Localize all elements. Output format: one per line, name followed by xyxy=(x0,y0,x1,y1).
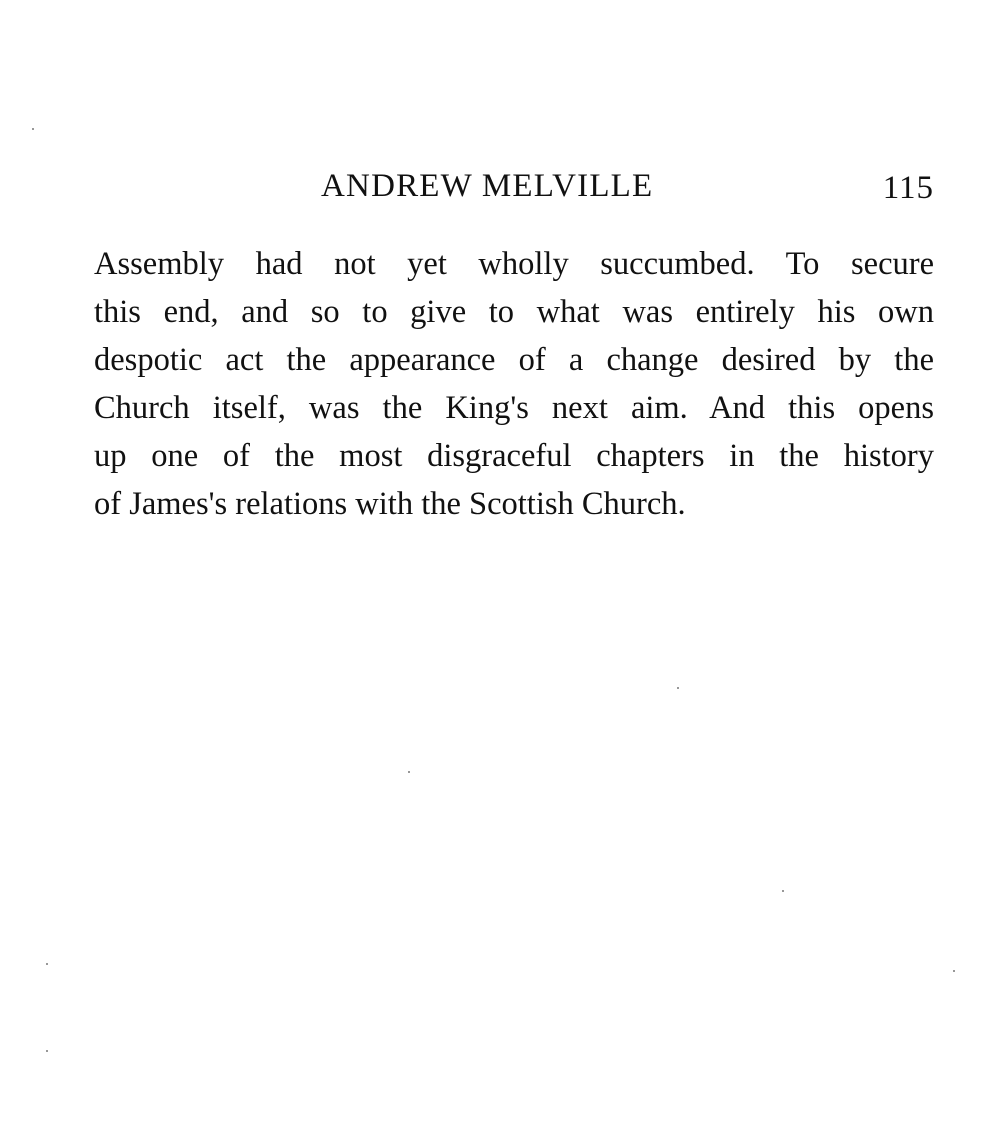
running-title: ANDREW MELVILLE xyxy=(321,168,654,204)
scan-speck xyxy=(32,128,34,130)
scan-speck xyxy=(953,970,955,972)
running-head xyxy=(94,168,934,208)
text-line: Church itself, was the King's next aim. And this opens xyxy=(94,390,934,426)
scan-speck xyxy=(46,1050,48,1052)
scan-speck xyxy=(46,963,48,965)
text-line: of James's relations with the Scottish Church. xyxy=(94,486,686,522)
text-line: despotic act the appearance of a change desired by the xyxy=(94,342,934,378)
page-number: 115 xyxy=(882,170,934,206)
text-line: Assembly had not yet wholly succumbed. To secure xyxy=(94,246,934,282)
scan-speck xyxy=(408,771,410,773)
scan-speck xyxy=(782,890,784,892)
scan-speck xyxy=(677,687,679,689)
text-line: this end, and so to give to what was entirely his own xyxy=(94,294,934,330)
text-line: up one of the most disgraceful chapters in the history xyxy=(94,438,934,474)
body-paragraph xyxy=(94,240,934,528)
